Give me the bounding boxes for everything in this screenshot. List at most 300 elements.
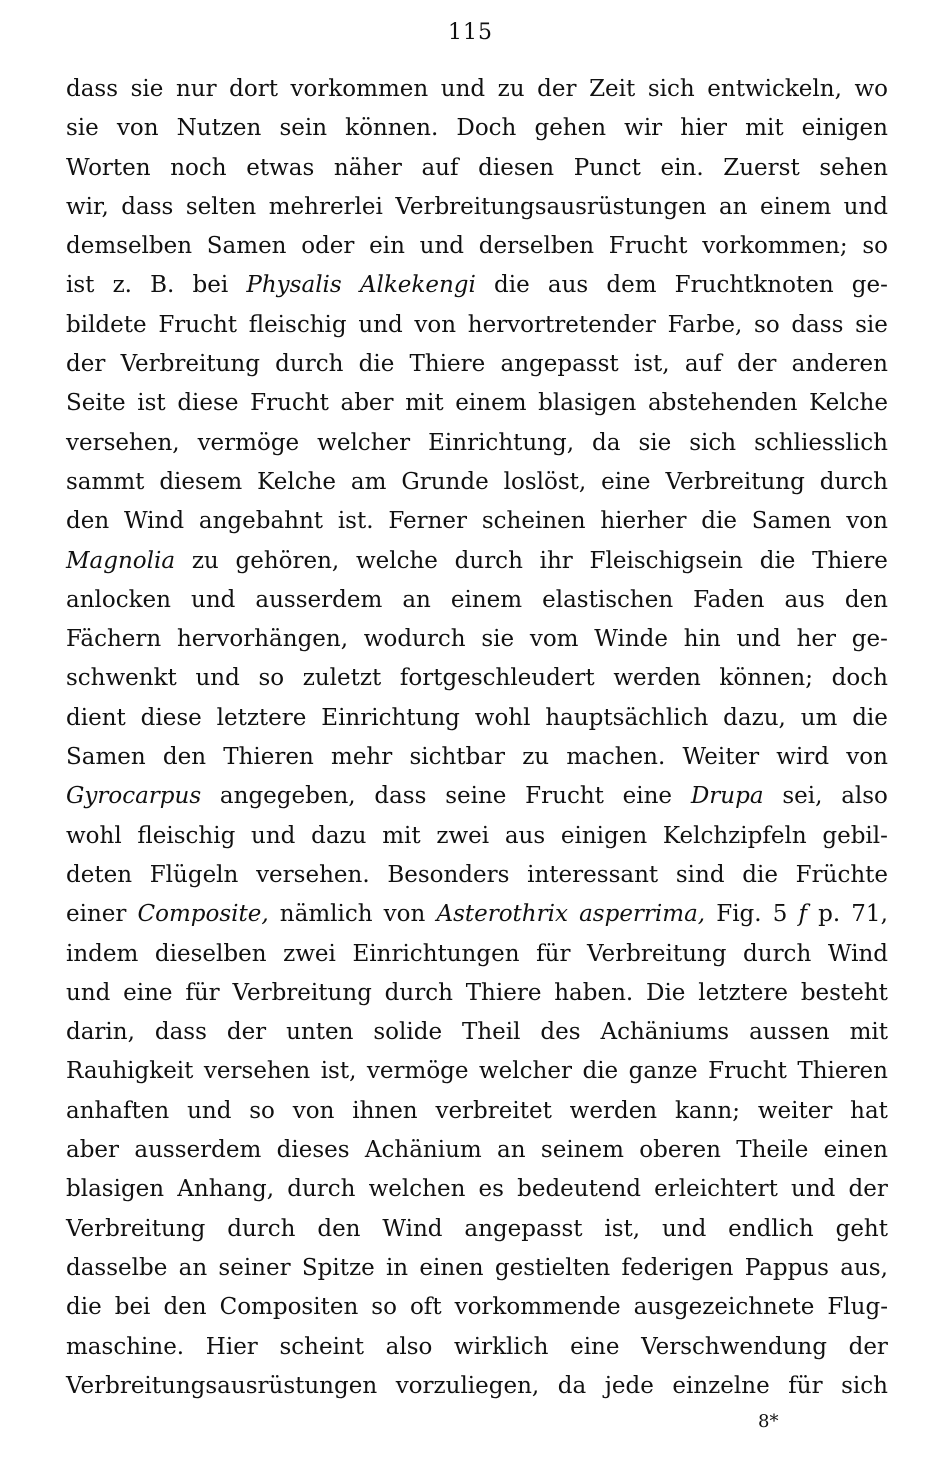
text-line xyxy=(66,856,888,895)
word: den xyxy=(66,508,110,535)
word: und xyxy=(661,1215,707,1242)
word: ihr xyxy=(539,547,573,574)
text-line xyxy=(66,149,888,188)
word: Winde xyxy=(594,626,668,653)
word: vermöge xyxy=(366,1058,469,1085)
word: wir, xyxy=(66,193,109,220)
word: kann; xyxy=(674,1097,740,1124)
word: wo xyxy=(854,76,888,102)
word: dem xyxy=(606,272,657,299)
word: derselben xyxy=(478,233,595,260)
word: einem xyxy=(450,586,523,613)
word: seinem xyxy=(540,1137,624,1164)
word: die xyxy=(582,1058,619,1085)
word: demselben xyxy=(66,233,193,260)
word: welcher xyxy=(317,429,411,456)
word: angegeben, xyxy=(219,783,356,810)
word: von xyxy=(414,311,457,338)
word: auf xyxy=(684,351,722,378)
word: an xyxy=(718,193,748,220)
word: Pappus xyxy=(744,1254,829,1281)
word: Früchte xyxy=(795,861,888,888)
word: wirklich xyxy=(454,1333,549,1360)
word: mit xyxy=(405,390,444,417)
word: hierher xyxy=(600,508,687,535)
word: zwei xyxy=(283,940,336,967)
word: mehrerlei xyxy=(268,193,383,220)
word: können. xyxy=(345,115,439,142)
word: eine xyxy=(622,783,673,810)
word: von xyxy=(383,901,426,928)
word: werden xyxy=(613,665,701,692)
word: ausgezeichnete xyxy=(633,1294,815,1321)
text-line xyxy=(66,345,888,384)
text-line xyxy=(66,817,888,856)
word: also xyxy=(841,783,888,810)
word: machen. xyxy=(566,744,666,771)
word: in xyxy=(385,1254,409,1281)
word: die xyxy=(701,508,737,535)
word: Kelche xyxy=(257,468,336,495)
word: oder xyxy=(301,233,355,260)
word: Fruchtknoten xyxy=(674,272,834,299)
word: Die xyxy=(646,979,686,1006)
word: durch xyxy=(227,1215,296,1242)
word: so xyxy=(258,665,285,692)
word: Weiter xyxy=(682,744,760,771)
word: und xyxy=(195,665,240,692)
word: so xyxy=(754,311,780,338)
word: Thiere xyxy=(409,351,486,378)
word: einem xyxy=(455,390,527,417)
word: welche xyxy=(355,547,438,574)
word: also xyxy=(385,1333,433,1360)
word: Verbreitung xyxy=(665,468,805,495)
text-line xyxy=(66,109,888,148)
word: Verschwendung xyxy=(641,1333,827,1360)
word: selten xyxy=(185,193,257,220)
word: dieses xyxy=(276,1137,350,1164)
word: letztere xyxy=(698,979,789,1006)
word: Flügeln xyxy=(149,861,239,888)
word: geht xyxy=(835,1215,888,1242)
word: vom xyxy=(529,626,579,653)
word: sind xyxy=(675,861,725,888)
word: den xyxy=(317,1215,361,1242)
word: Samen xyxy=(66,744,146,771)
word: seiner xyxy=(218,1254,291,1281)
word: der xyxy=(226,1019,267,1046)
word: dass xyxy=(374,783,427,810)
word: des xyxy=(540,1019,581,1046)
word: diese xyxy=(140,704,202,731)
word: dieselben xyxy=(154,940,267,967)
italic-word: Gyrocarpus xyxy=(66,783,202,810)
word: Hier xyxy=(205,1333,258,1360)
word: einen xyxy=(419,1254,484,1281)
italic-word: Asterothrix xyxy=(436,901,568,928)
word: Kelchzipfeln xyxy=(662,822,807,849)
word: anlocken xyxy=(66,586,171,613)
word: elastischen xyxy=(542,586,674,613)
word: sehen xyxy=(819,154,888,181)
word: versehen, xyxy=(66,429,180,456)
text-line xyxy=(66,935,888,974)
word: nämlich xyxy=(279,901,373,928)
word: zu xyxy=(191,547,219,574)
word: eine xyxy=(123,979,173,1006)
text-line xyxy=(66,1052,888,1091)
word: aus, xyxy=(840,1254,888,1281)
word: die xyxy=(66,1294,102,1321)
word: 5 xyxy=(772,901,788,928)
word: dazu, xyxy=(723,704,786,731)
word: für xyxy=(788,1372,823,1399)
word: auf xyxy=(421,154,459,181)
word: Verbreitung xyxy=(587,940,727,967)
word: so xyxy=(249,1097,275,1124)
word: nur xyxy=(175,76,217,102)
word: sich xyxy=(841,1372,888,1399)
word: dass xyxy=(791,311,844,338)
italic-word: Physalis xyxy=(246,272,342,299)
word: besteht xyxy=(800,979,888,1006)
word: die xyxy=(759,547,796,574)
word: Wind xyxy=(382,1215,443,1242)
word: einigen xyxy=(560,822,648,849)
word: Seite xyxy=(66,390,126,417)
word: erleichtert xyxy=(654,1176,778,1203)
word: sein xyxy=(279,115,328,142)
word: ist xyxy=(66,272,95,299)
word: Verbreitung xyxy=(120,351,260,378)
word: diese xyxy=(177,390,239,417)
text-line xyxy=(66,581,888,620)
word: und xyxy=(440,76,486,102)
word: einer xyxy=(66,901,127,928)
text-line xyxy=(66,974,888,1013)
word: Frucht xyxy=(708,1058,787,1085)
word: letztere xyxy=(216,704,307,731)
word: zu xyxy=(522,744,550,771)
word: indem xyxy=(66,940,139,967)
word: dazu xyxy=(311,822,367,849)
word: Fig. xyxy=(716,901,762,928)
word: jede xyxy=(604,1372,654,1399)
word: vorkommen xyxy=(290,76,429,102)
body-text xyxy=(66,70,888,1406)
word: die xyxy=(742,861,778,888)
word: ist xyxy=(137,390,166,417)
word: hauptsächlich xyxy=(545,704,709,731)
word: sie xyxy=(66,115,99,142)
word: Fächern xyxy=(66,626,162,653)
word: aus xyxy=(784,586,825,613)
word: sie xyxy=(130,76,164,102)
word: versehen xyxy=(203,1058,311,1085)
word: Anhang, xyxy=(177,1176,275,1203)
word: diesen xyxy=(478,154,555,181)
word: ein xyxy=(369,233,405,260)
word: angepasst xyxy=(500,351,619,378)
word: mit xyxy=(849,1019,888,1046)
word: gestielten xyxy=(494,1254,611,1281)
word: einzelne xyxy=(672,1372,770,1399)
word: hier xyxy=(680,115,728,142)
word: darin, xyxy=(66,1019,135,1046)
word: Farbe, xyxy=(667,311,743,338)
word: gebil- xyxy=(822,822,888,849)
text-line xyxy=(66,1210,888,1249)
word: durch xyxy=(384,979,453,1006)
word: sei, xyxy=(782,783,823,810)
text-line xyxy=(66,1092,888,1131)
word: können; xyxy=(719,665,813,692)
italic-word: asperrima, xyxy=(579,901,706,928)
word: Zuerst xyxy=(723,154,800,181)
word: 71, xyxy=(851,901,888,928)
word: an xyxy=(178,1254,208,1281)
word: Compositen xyxy=(219,1294,359,1321)
word: aus xyxy=(504,822,546,849)
word: ein. xyxy=(660,154,704,181)
word: endlich xyxy=(728,1215,814,1242)
word: von xyxy=(116,115,159,142)
text-line xyxy=(66,738,888,777)
word: Achäniums xyxy=(600,1019,730,1046)
word: dass xyxy=(154,1019,207,1046)
word: und xyxy=(191,586,236,613)
word: Samen xyxy=(206,233,287,260)
word: Theil xyxy=(462,1019,521,1046)
word: Besonders xyxy=(387,861,510,888)
word: doch xyxy=(831,665,888,692)
word: sie xyxy=(855,311,888,338)
word: mit xyxy=(745,115,784,142)
word: wodurch xyxy=(363,626,466,653)
word: von xyxy=(846,508,888,535)
text-line xyxy=(66,1249,888,1288)
word: durch xyxy=(287,1176,356,1203)
word: schliesslich xyxy=(754,429,888,456)
word: mehr xyxy=(331,744,393,771)
word: den xyxy=(163,1294,207,1321)
word: Thieren xyxy=(223,744,314,771)
word: sie xyxy=(481,626,515,653)
word: und xyxy=(251,822,296,849)
word: die xyxy=(358,351,395,378)
italic-word: f xyxy=(798,901,807,928)
word: ganze xyxy=(628,1058,698,1085)
word: näher xyxy=(333,154,402,181)
word: am xyxy=(350,468,387,495)
word: abstehenden xyxy=(647,390,798,417)
word: blasigen xyxy=(66,1176,165,1203)
word: bildete xyxy=(66,311,147,338)
word: ist. xyxy=(337,508,374,535)
word: und xyxy=(358,311,403,338)
word: von xyxy=(292,1097,335,1124)
word: Thieren xyxy=(797,1058,888,1085)
word: und xyxy=(187,1097,232,1124)
text-line xyxy=(66,384,888,423)
word: der xyxy=(537,76,577,102)
word: Verbreitung xyxy=(232,979,372,1006)
word: sich xyxy=(647,76,695,102)
word: durch xyxy=(743,940,812,967)
word: den xyxy=(844,586,888,613)
word: und xyxy=(419,233,465,260)
word: da xyxy=(557,1372,587,1399)
word: verbreitet xyxy=(435,1097,552,1124)
word: Rauhigkeit xyxy=(66,1058,194,1085)
word: vorkommende xyxy=(454,1294,621,1321)
word: welcher xyxy=(479,1058,572,1085)
word: oft xyxy=(409,1294,442,1321)
word: maschine. xyxy=(66,1333,185,1360)
text-line xyxy=(66,306,888,345)
text-line xyxy=(66,1367,888,1406)
word: vorzuliegen, xyxy=(395,1372,540,1399)
word: eine xyxy=(570,1333,620,1360)
word: p. xyxy=(818,901,841,928)
word: ist, xyxy=(633,351,670,378)
printer-signature: 8* xyxy=(758,1411,779,1432)
word: hin xyxy=(683,626,721,653)
word: angebahnt xyxy=(198,508,324,535)
word: Wind xyxy=(123,508,185,535)
word: Zeit xyxy=(589,76,636,102)
word: diesem xyxy=(159,468,243,495)
word: Thiere xyxy=(465,979,542,1006)
word: deten xyxy=(66,861,133,888)
word: zu xyxy=(497,76,525,102)
italic-word: Composite, xyxy=(137,901,269,928)
word: aussen xyxy=(749,1019,830,1046)
word: dort xyxy=(229,76,278,102)
word: Grunde xyxy=(401,468,489,495)
word: so xyxy=(862,233,888,260)
text-line xyxy=(66,1170,888,1209)
word: anhaften xyxy=(66,1097,170,1124)
word: einem xyxy=(759,193,832,220)
word: so xyxy=(371,1294,397,1321)
word: gehen xyxy=(534,115,607,142)
word: an xyxy=(497,1137,526,1164)
word: wir xyxy=(624,115,663,142)
word: und xyxy=(791,1176,836,1203)
word: ist, xyxy=(320,1058,357,1085)
word: Achänium xyxy=(364,1137,482,1164)
word: Worten xyxy=(66,154,151,181)
word: mit xyxy=(382,822,421,849)
word: fortgeschleudert xyxy=(399,665,595,692)
word: weiter xyxy=(757,1097,833,1124)
word: Einrichtung xyxy=(321,704,460,731)
word: loslöst, xyxy=(503,468,587,495)
word: aber xyxy=(340,390,394,417)
word: Doch xyxy=(456,115,517,142)
word: die xyxy=(852,704,888,731)
word: ge- xyxy=(851,272,888,299)
word: und xyxy=(736,626,781,653)
word: welchen xyxy=(368,1176,466,1203)
word: entwickeln, xyxy=(707,76,842,102)
word: anderen xyxy=(791,351,888,378)
word: sammt xyxy=(66,468,145,495)
word: aber xyxy=(66,1137,120,1164)
word: etwas xyxy=(246,154,315,181)
word: Verbreitungsausrüstungen xyxy=(66,1372,378,1399)
word: vermöge xyxy=(197,429,300,456)
word: Fleischigsein xyxy=(589,547,743,574)
text-line xyxy=(66,1013,888,1052)
word: her xyxy=(796,626,837,653)
word: Thiere xyxy=(812,547,888,574)
word: Faden xyxy=(693,586,765,613)
word: gehören, xyxy=(235,547,340,574)
word: blasigen xyxy=(538,390,637,417)
word: oberen xyxy=(639,1137,721,1164)
word: der xyxy=(66,351,106,378)
word: für xyxy=(536,940,571,967)
word: um xyxy=(800,704,838,731)
word: wohl xyxy=(66,822,122,849)
word: unten xyxy=(286,1019,354,1046)
word: sichtbar xyxy=(409,744,505,771)
word: dass xyxy=(121,193,174,220)
word: einen xyxy=(823,1137,888,1164)
text-line xyxy=(66,70,888,109)
text-line xyxy=(66,502,888,541)
word: versehen. xyxy=(256,861,370,888)
word: ge- xyxy=(851,626,888,653)
word: Frucht xyxy=(608,233,688,260)
word: fleischig xyxy=(137,822,236,849)
word: wird xyxy=(776,744,830,771)
word: ist, xyxy=(604,1215,641,1242)
word: wohl xyxy=(474,704,531,731)
word: Spitze xyxy=(301,1254,375,1281)
text-line xyxy=(66,227,888,266)
word: dient xyxy=(66,704,126,731)
text-line xyxy=(66,266,888,305)
text-line xyxy=(66,542,888,581)
italic-word: Alkekengi xyxy=(359,272,476,299)
word: hat xyxy=(850,1097,888,1124)
word: Flug- xyxy=(827,1294,888,1321)
word: durch xyxy=(819,468,888,495)
word: solide xyxy=(373,1019,443,1046)
word: zwei xyxy=(436,822,490,849)
word: z. xyxy=(112,272,132,299)
word: aus xyxy=(547,272,589,299)
text-line xyxy=(66,424,888,463)
word: schwenkt xyxy=(66,665,177,692)
word: und xyxy=(843,193,888,220)
word: an xyxy=(402,586,431,613)
word: Nutzen xyxy=(176,115,262,142)
text-line xyxy=(66,699,888,738)
word: durch xyxy=(454,547,523,574)
text-line xyxy=(66,620,888,659)
word: von xyxy=(846,744,888,771)
text-line xyxy=(66,1131,888,1170)
word: Frucht xyxy=(250,390,329,417)
word: Kelche xyxy=(809,390,888,417)
word: da xyxy=(592,429,621,456)
word: noch xyxy=(170,154,227,181)
